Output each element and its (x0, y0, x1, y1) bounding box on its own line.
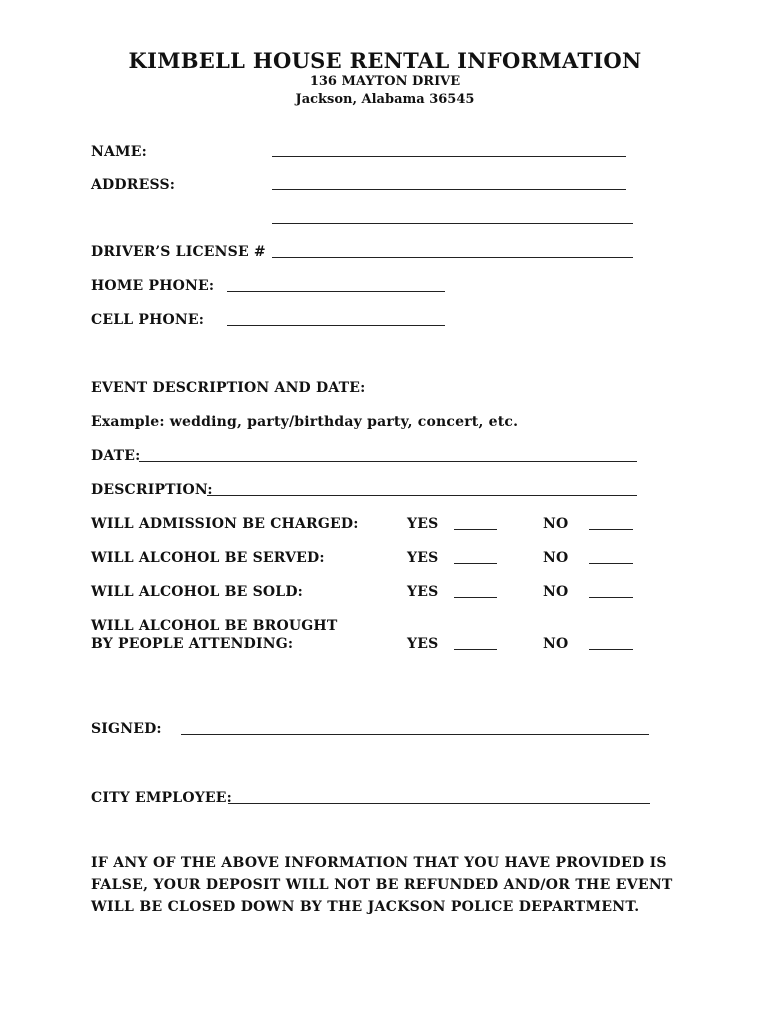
question-admission-no: NO (543, 516, 569, 532)
question-admission-yes-field[interactable] (454, 529, 497, 530)
date-label: DATE: (91, 448, 141, 464)
cell-phone-label: CELL PHONE: (91, 312, 205, 328)
question-alcohol-brought-yes: YES (407, 636, 439, 652)
address-field-line-1[interactable] (272, 189, 626, 190)
question-alcohol-served-no: NO (543, 550, 569, 566)
question-admission-yes: YES (407, 516, 439, 532)
home-phone-field[interactable] (227, 291, 445, 292)
question-alcohol-sold-label: WILL ALCOHOL BE SOLD: (91, 584, 304, 600)
form-title: KIMBELL HOUSE RENTAL INFORMATION (128, 48, 642, 73)
home-phone-label: HOME PHONE: (91, 278, 215, 294)
signed-field[interactable] (181, 734, 649, 735)
cell-phone-field[interactable] (227, 325, 445, 326)
address-line-1: 136 MAYTON DRIVE (309, 74, 461, 89)
event-example: Example: wedding, party/birthday party, concert, etc. (91, 414, 519, 430)
description-label: DESCRIPTION: (91, 482, 213, 498)
question-admission-no-field[interactable] (589, 529, 633, 530)
question-alcohol-sold-no-field[interactable] (589, 597, 633, 598)
description-field[interactable] (207, 495, 637, 496)
question-alcohol-brought-label-line-1: WILL ALCOHOL BE BROUGHT (91, 618, 338, 634)
city-employee-label: CITY EMPLOYEE: (91, 790, 233, 806)
warning-line-2: FALSE, YOUR DEPOSIT WILL NOT BE REFUNDED AND/OR THE EVENT (91, 877, 673, 893)
question-alcohol-brought-label-line-2: BY PEOPLE ATTENDING: (91, 636, 294, 652)
question-alcohol-brought-no: NO (543, 636, 569, 652)
question-alcohol-brought-no-field[interactable] (589, 649, 633, 650)
address-field-line-2[interactable] (272, 223, 633, 224)
event-heading: EVENT DESCRIPTION AND DATE: (91, 380, 366, 396)
question-alcohol-sold-yes-field[interactable] (454, 597, 497, 598)
question-alcohol-served-no-field[interactable] (589, 563, 633, 564)
drivers-license-label: DRIVER’S LICENSE # (91, 244, 266, 260)
signed-label: SIGNED: (91, 721, 162, 737)
name-label: NAME: (91, 144, 147, 160)
question-alcohol-brought-yes-field[interactable] (454, 649, 497, 650)
question-alcohol-served-yes: YES (407, 550, 439, 566)
question-alcohol-served-yes-field[interactable] (454, 563, 497, 564)
question-admission-label: WILL ADMISSION BE CHARGED: (91, 516, 359, 532)
question-alcohol-sold-yes: YES (407, 584, 439, 600)
date-field[interactable] (139, 461, 637, 462)
address-line-2: Jackson, Alabama 36545 (295, 92, 475, 107)
warning-line-1: IF ANY OF THE ABOVE INFORMATION THAT YOU HAVE PROVIDED IS (91, 855, 667, 871)
address-label: ADDRESS: (91, 177, 176, 193)
city-employee-field[interactable] (228, 803, 650, 804)
warning-line-3: WILL BE CLOSED DOWN BY THE JACKSON POLICE DEPARTMENT. (91, 899, 640, 915)
name-field[interactable] (272, 156, 626, 157)
question-alcohol-sold-no: NO (543, 584, 569, 600)
question-alcohol-served-label: WILL ALCOHOL BE SERVED: (91, 550, 325, 566)
drivers-license-field[interactable] (272, 257, 633, 258)
